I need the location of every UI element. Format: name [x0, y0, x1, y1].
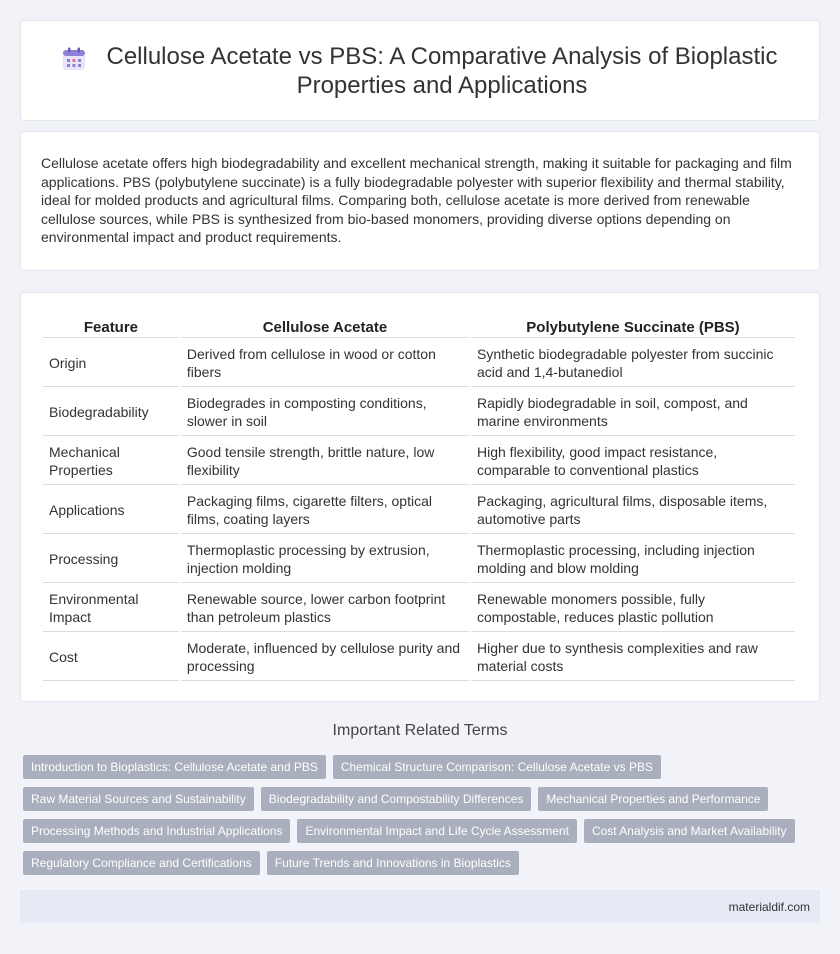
pbs-cell: Thermoplastic processing, including injection molding and blow molding	[471, 536, 795, 583]
pbs-cell: Synthetic biodegradable polyester from succinic acid and 1,4-butanediol	[471, 340, 795, 387]
feature-cell: Applications	[43, 487, 179, 534]
cellulose-acetate-cell: Thermoplastic processing by extrusion, injection molding	[181, 536, 469, 583]
pbs-cell: Renewable monomers possible, fully compostable, reduces plastic pollution	[471, 585, 795, 632]
feature-cell: Biodegradability	[43, 389, 179, 436]
related-terms-tags	[23, 755, 813, 875]
table-row	[43, 536, 795, 583]
feature-cell: Processing	[43, 536, 179, 583]
related-term-tag[interactable]: Biodegradability and Compostability Differences	[261, 787, 532, 811]
cellulose-acetate-cell: Good tensile strength, brittle nature, low flexibility	[181, 438, 469, 485]
header-feature: Feature	[43, 315, 179, 338]
page-title: Cellulose Acetate vs PBS: A Comparative Analysis of Bioplastic Properties and Applications	[106, 42, 778, 99]
table-row	[43, 438, 795, 485]
feature-cell: Environmental Impact	[43, 585, 179, 632]
related-term-tag[interactable]: Raw Material Sources and Sustainability	[23, 787, 254, 811]
table-header-row	[43, 315, 795, 338]
related-term-tag[interactable]: Regulatory Compliance and Certifications	[23, 851, 260, 875]
intro-card	[20, 131, 820, 271]
pbs-cell: Rapidly biodegradable in soil, compost, and marine environments	[471, 389, 795, 436]
related-term-tag[interactable]: Introduction to Bioplastics: Cellulose Acetate and PBS	[23, 755, 326, 779]
table-row	[43, 340, 795, 387]
comparison-table	[41, 313, 797, 683]
related-term-tag[interactable]: Future Trends and Innovations in Bioplastics	[267, 851, 519, 875]
feature-cell: Mechanical Properties	[43, 438, 179, 485]
related-term-tag[interactable]: Cost Analysis and Market Availability	[584, 819, 795, 843]
footer-site-link[interactable]: materialdif.com	[728, 899, 810, 914]
table-row	[43, 585, 795, 632]
feature-cell: Origin	[43, 340, 179, 387]
related-term-tag[interactable]: Chemical Structure Comparison: Cellulose Acetate vs PBS	[333, 755, 661, 779]
header-card	[20, 20, 820, 121]
footer	[20, 890, 820, 923]
cellulose-acetate-cell: Biodegrades in composting conditions, slower in soil	[181, 389, 469, 436]
intro-paragraph: Cellulose acetate offers high biodegradability and excellent mechanical strength, making it suitable for packaging and film applications. PBS (polybutylene succinate) is a fully biodegradable polyester with superior flexibility and thermal stability, ideal for molded products and agricultural films. Comparing both, cellulose acetate is more derived from renewable cellulose sources, while PBS is synthesized from bio-based monomers, providing diverse options depending on environmental impact and product requirements.	[41, 155, 792, 245]
related-term-tag[interactable]: Environmental Impact and Life Cycle Assessment	[297, 819, 576, 843]
pbs-cell: High flexibility, good impact resistance, comparable to conventional plastics	[471, 438, 795, 485]
cellulose-acetate-cell: Packaging films, cigarette filters, optical films, coating layers	[181, 487, 469, 534]
calendar-icon	[61, 46, 87, 72]
table-row	[43, 634, 795, 681]
related-term-tag[interactable]: Mechanical Properties and Performance	[538, 787, 768, 811]
table-row	[43, 487, 795, 534]
feature-cell: Cost	[43, 634, 179, 681]
cellulose-acetate-cell: Derived from cellulose in wood or cotton fibers	[181, 340, 469, 387]
comparison-table-card	[20, 292, 820, 702]
cellulose-acetate-cell: Moderate, influenced by cellulose purity and processing	[181, 634, 469, 681]
table-row	[43, 389, 795, 436]
related-term-tag[interactable]: Processing Methods and Industrial Applications	[23, 819, 290, 843]
title-wrap	[61, 42, 779, 100]
related-terms-title: Important Related Terms	[332, 722, 508, 739]
pbs-cell: Higher due to synthesis complexities and raw material costs	[471, 634, 795, 681]
header-cellulose-acetate: Cellulose Acetate	[181, 315, 469, 338]
pbs-cell: Packaging, agricultural films, disposable items, automotive parts	[471, 487, 795, 534]
cellulose-acetate-cell: Renewable source, lower carbon footprint than petroleum plastics	[181, 585, 469, 632]
header-pbs: Polybutylene Succinate (PBS)	[471, 315, 795, 338]
